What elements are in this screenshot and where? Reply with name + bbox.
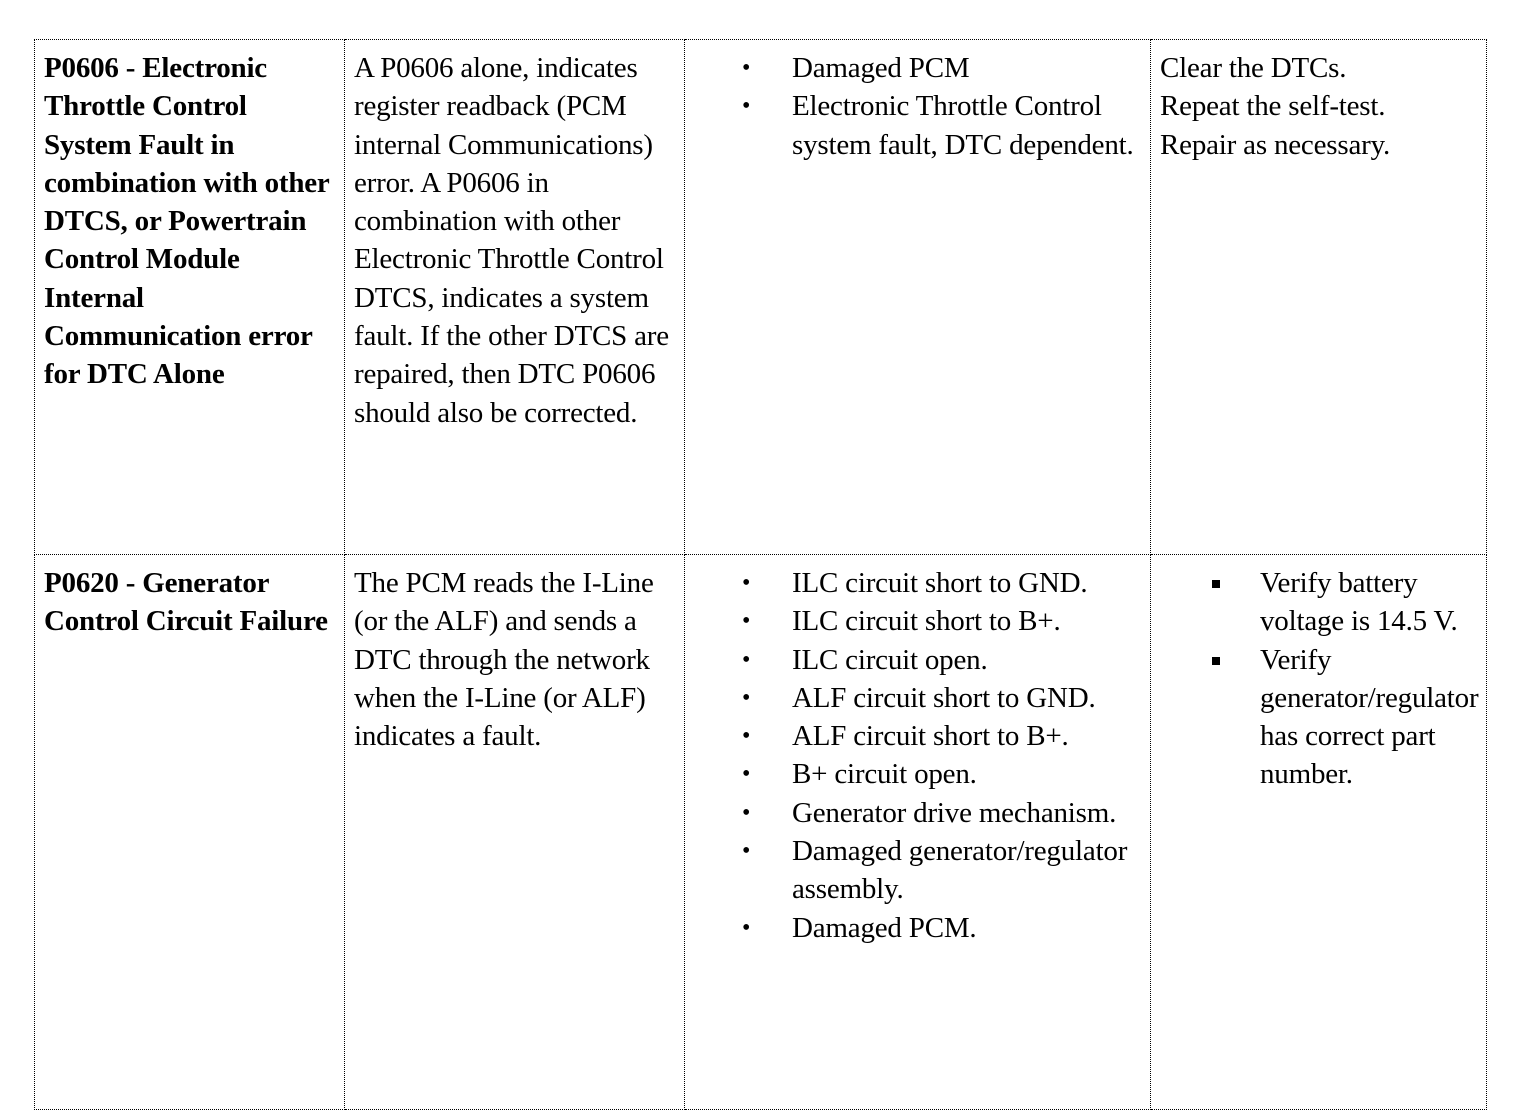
dtc-description: The PCM reads the I-Line (or the ALF) and sends a DTC through the network when the I-Line (or ALF) indicates a fault. bbox=[354, 567, 654, 753]
possible-causes-cell bbox=[685, 555, 1151, 1110]
list-item: • ALF circuit short to GND. bbox=[694, 679, 1142, 717]
list-item: Verify generator/regulator has correct part number. bbox=[1160, 641, 1478, 794]
dtc-code-title: P0620 - Generator Control Circuit Failure bbox=[44, 567, 328, 638]
possible-causes-cell bbox=[685, 40, 1151, 555]
action-cell bbox=[1151, 555, 1487, 1110]
table-row bbox=[35, 40, 1487, 555]
list-item: • B+ circuit open. bbox=[694, 755, 1142, 793]
action-cell bbox=[1151, 40, 1487, 555]
possible-causes-list bbox=[694, 49, 1142, 164]
dtc-description: A P0606 alone, indicates register readback (PCM internal Communications) error. A P0606 in combination with other Electronic Throttle Control DTCS, indicates a system fault. If the other DTCS are repaired, then DTC P0606 should also be corrected. bbox=[354, 52, 669, 429]
dtc-table bbox=[34, 39, 1487, 1110]
dtc-code-cell bbox=[35, 555, 345, 1110]
dtc-code-title: P0606 - Electronic Throttle Control System Fault in combination with other DTCS, or Powertrain Control Module Internal Communication error for DTC Alone bbox=[44, 52, 330, 391]
actions-list bbox=[1160, 564, 1478, 794]
possible-causes-list bbox=[694, 564, 1142, 947]
list-item: • Generator drive mechanism. bbox=[694, 794, 1142, 832]
description-cell bbox=[345, 555, 685, 1110]
action-text: Clear the DTCs. bbox=[1160, 52, 1347, 84]
list-item: • ILC circuit short to B+. bbox=[694, 602, 1142, 640]
dtc-code-cell bbox=[35, 40, 345, 555]
table-row bbox=[35, 555, 1487, 1110]
list-item: • Damaged generator/regulator assembly. bbox=[694, 832, 1142, 909]
list-item: • ALF circuit short to B+. bbox=[694, 717, 1142, 755]
list-item: • Electronic Throttle Control system fault, DTC dependent. bbox=[694, 87, 1142, 164]
action-text: Repair as necessary. bbox=[1160, 128, 1391, 161]
list-item: Verify battery voltage is 14.5 V. bbox=[1160, 564, 1478, 641]
list-item: • Damaged PCM bbox=[694, 49, 1142, 87]
list-item: • ILC circuit open. bbox=[694, 641, 1142, 679]
list-item: • ILC circuit short to GND. bbox=[694, 564, 1142, 602]
description-cell bbox=[345, 40, 685, 555]
action-text: Repeat the self-test. bbox=[1160, 90, 1386, 123]
list-item: • Damaged PCM. bbox=[694, 909, 1142, 947]
